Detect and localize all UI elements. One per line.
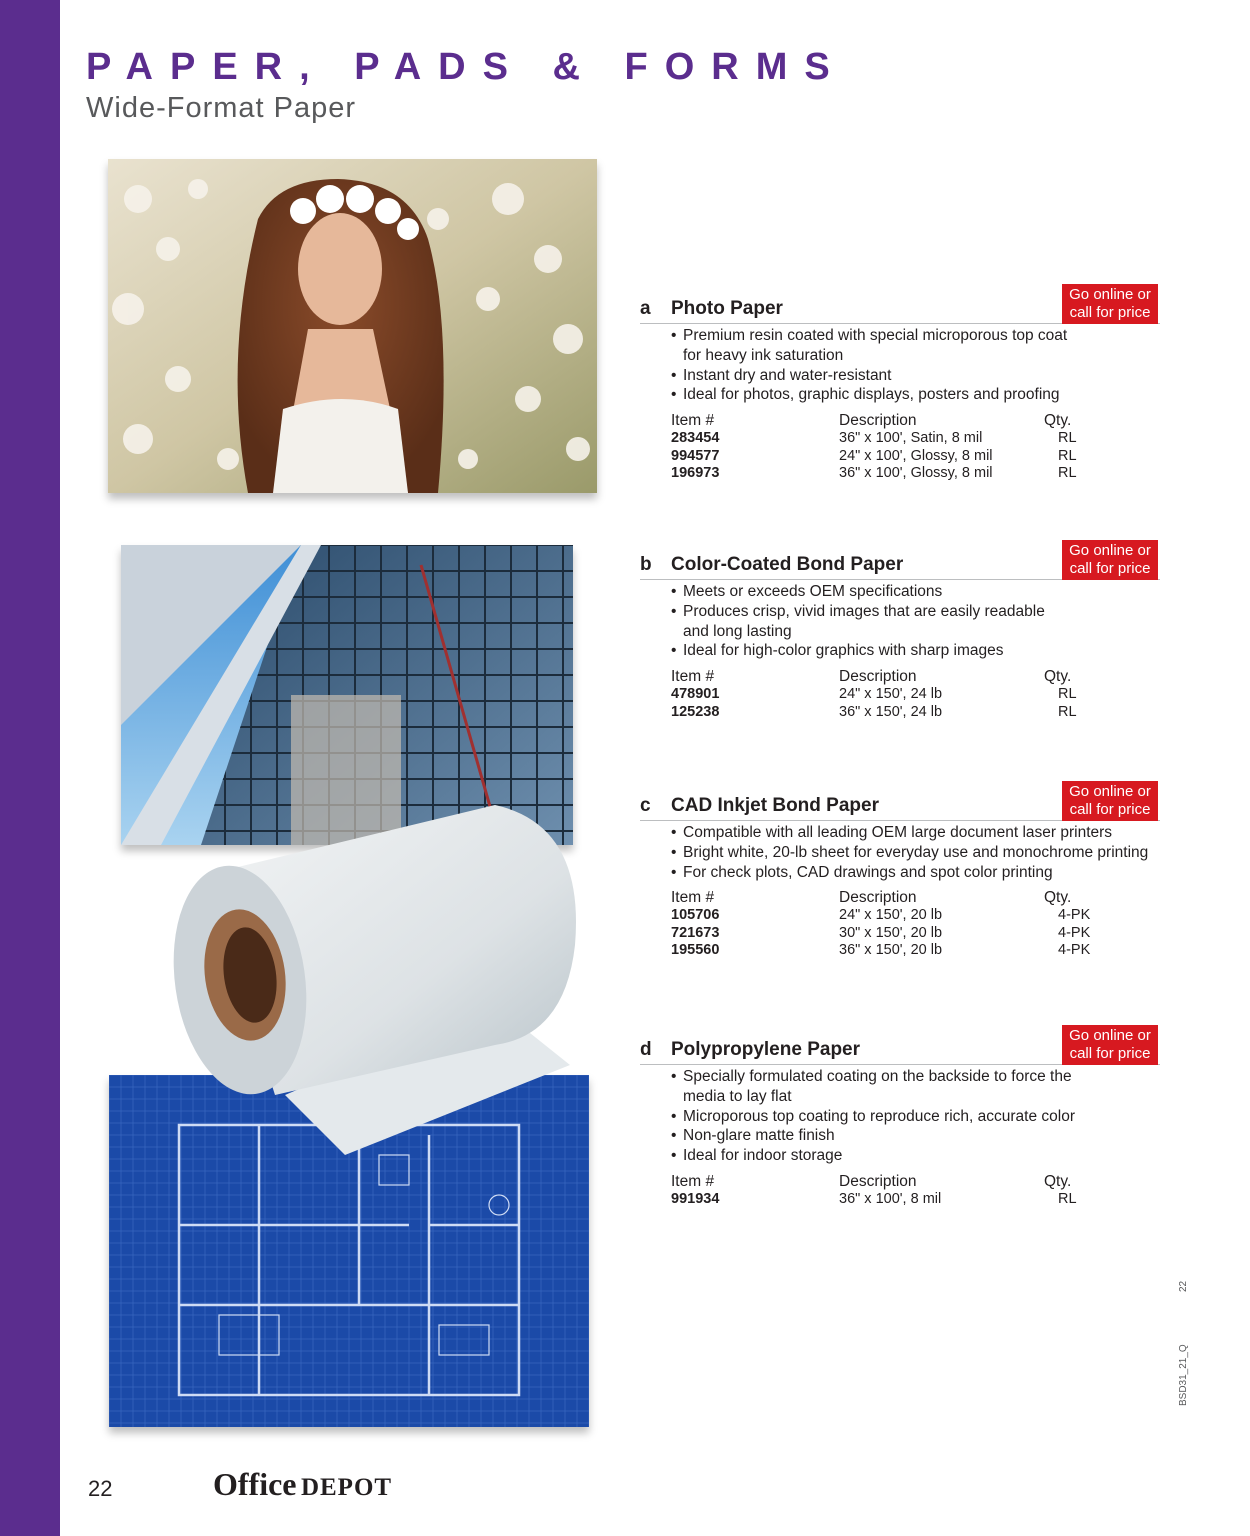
page-subtitle: Wide-Format Paper	[86, 92, 357, 124]
item-table	[671, 411, 1151, 483]
table-row: 994577 24" x 100', Glossy, 8 mil RL	[671, 447, 1077, 464]
product-letter: c	[640, 795, 651, 816]
table-row: 125238 36" x 150', 24 lb RL	[671, 703, 1077, 720]
photo-paper-image	[108, 159, 597, 493]
price-badge: Go online or call for price	[1062, 781, 1158, 821]
item-table	[671, 888, 1151, 960]
product-header	[640, 781, 1160, 821]
table-header: Item # Description Qty.	[671, 1172, 1072, 1190]
item-table	[671, 1172, 1151, 1209]
table-header: Item # Description Qty.	[671, 668, 1072, 686]
feature-item: • Bright white, 20-lb sheet for everyday use and monochrome printing	[671, 843, 1160, 863]
table-row: 195560 36" x 150', 20 lb 4-PK	[671, 942, 1091, 959]
feature-list	[671, 823, 1160, 882]
feature-item: • Ideal for indoor storage	[671, 1146, 1160, 1166]
office-depot-logo: Office DEPOT	[213, 1466, 393, 1502]
feature-item: • Compatible with all leading OEM large document laser printers	[671, 823, 1160, 843]
feature-item: • Instant dry and water-resistant	[671, 366, 1160, 386]
side-page-code: 22	[1178, 1280, 1189, 1292]
product-photo-paper	[640, 284, 1160, 483]
price-badge: Go online or call for price	[1062, 540, 1158, 580]
price-badge: Go online or call for price	[1062, 284, 1158, 324]
table-row: 721673 30" x 150', 20 lb 4-PK	[671, 924, 1091, 941]
item-table	[671, 667, 1151, 721]
feature-item: • Non-glare matte finish	[671, 1126, 1160, 1146]
table-header: Item # Description Qty.	[671, 412, 1072, 430]
feature-item: • Ideal for high-color graphics with sharp images	[671, 641, 1160, 661]
table-row: 283454 36" x 100', Satin, 8 mil RL	[671, 430, 1077, 447]
product-color-coated-bond-paper	[640, 540, 1160, 721]
feature-item: • Microporous top coating to reproduce rich, accurate color	[671, 1107, 1160, 1127]
product-cad-inkjet-bond-paper	[640, 781, 1160, 960]
product-header	[640, 540, 1160, 580]
table-header: Item # Description Qty.	[671, 889, 1072, 907]
table-row: 478901 24" x 150', 24 lb RL	[671, 686, 1077, 703]
feature-item: • Premium resin coated with special microporous top coat for heavy ink saturation	[671, 326, 1160, 366]
price-badge: Go online or call for price	[1062, 1025, 1158, 1065]
feature-item: • Ideal for photos, graphic displays, posters and proofing	[671, 385, 1160, 405]
product-polypropylene-paper	[640, 1025, 1160, 1208]
purple-side-bar	[0, 0, 60, 1536]
feature-item: • For check plots, CAD drawings and spot color printing	[671, 863, 1160, 883]
table-row: 105706 24" x 150', 20 lb 4-PK	[671, 907, 1091, 924]
feature-list	[671, 326, 1160, 405]
feature-item: • Produces crisp, vivid images that are easily readable and long lasting	[671, 602, 1160, 642]
table-row: 991934 36" x 100', 8 mil RL	[671, 1190, 1077, 1207]
paper-roll-image	[165, 795, 585, 1155]
product-name: Photo Paper	[671, 298, 783, 319]
product-header	[640, 1025, 1160, 1065]
product-header	[640, 284, 1160, 324]
product-letter: a	[640, 298, 651, 319]
catalog-code: BSD31_21_Q	[1178, 1344, 1189, 1406]
feature-list	[671, 582, 1160, 661]
feature-item: • Meets or exceeds OEM specifications	[671, 582, 1160, 602]
product-name: Polypropylene Paper	[671, 1039, 861, 1060]
product-letter: d	[640, 1039, 652, 1060]
table-row: 196973 36" x 100', Glossy, 8 mil RL	[671, 465, 1077, 482]
feature-item: • Specially formulated coating on the backside to force the media to lay flat	[671, 1067, 1160, 1107]
product-name: Color-Coated Bond Paper	[671, 554, 904, 575]
product-letter: b	[640, 554, 652, 575]
section-title: PAPER, PADS & FORMS	[86, 46, 847, 88]
feature-list	[671, 1067, 1160, 1166]
product-name: CAD Inkjet Bond Paper	[671, 795, 879, 816]
page-number: 22	[88, 1476, 113, 1501]
